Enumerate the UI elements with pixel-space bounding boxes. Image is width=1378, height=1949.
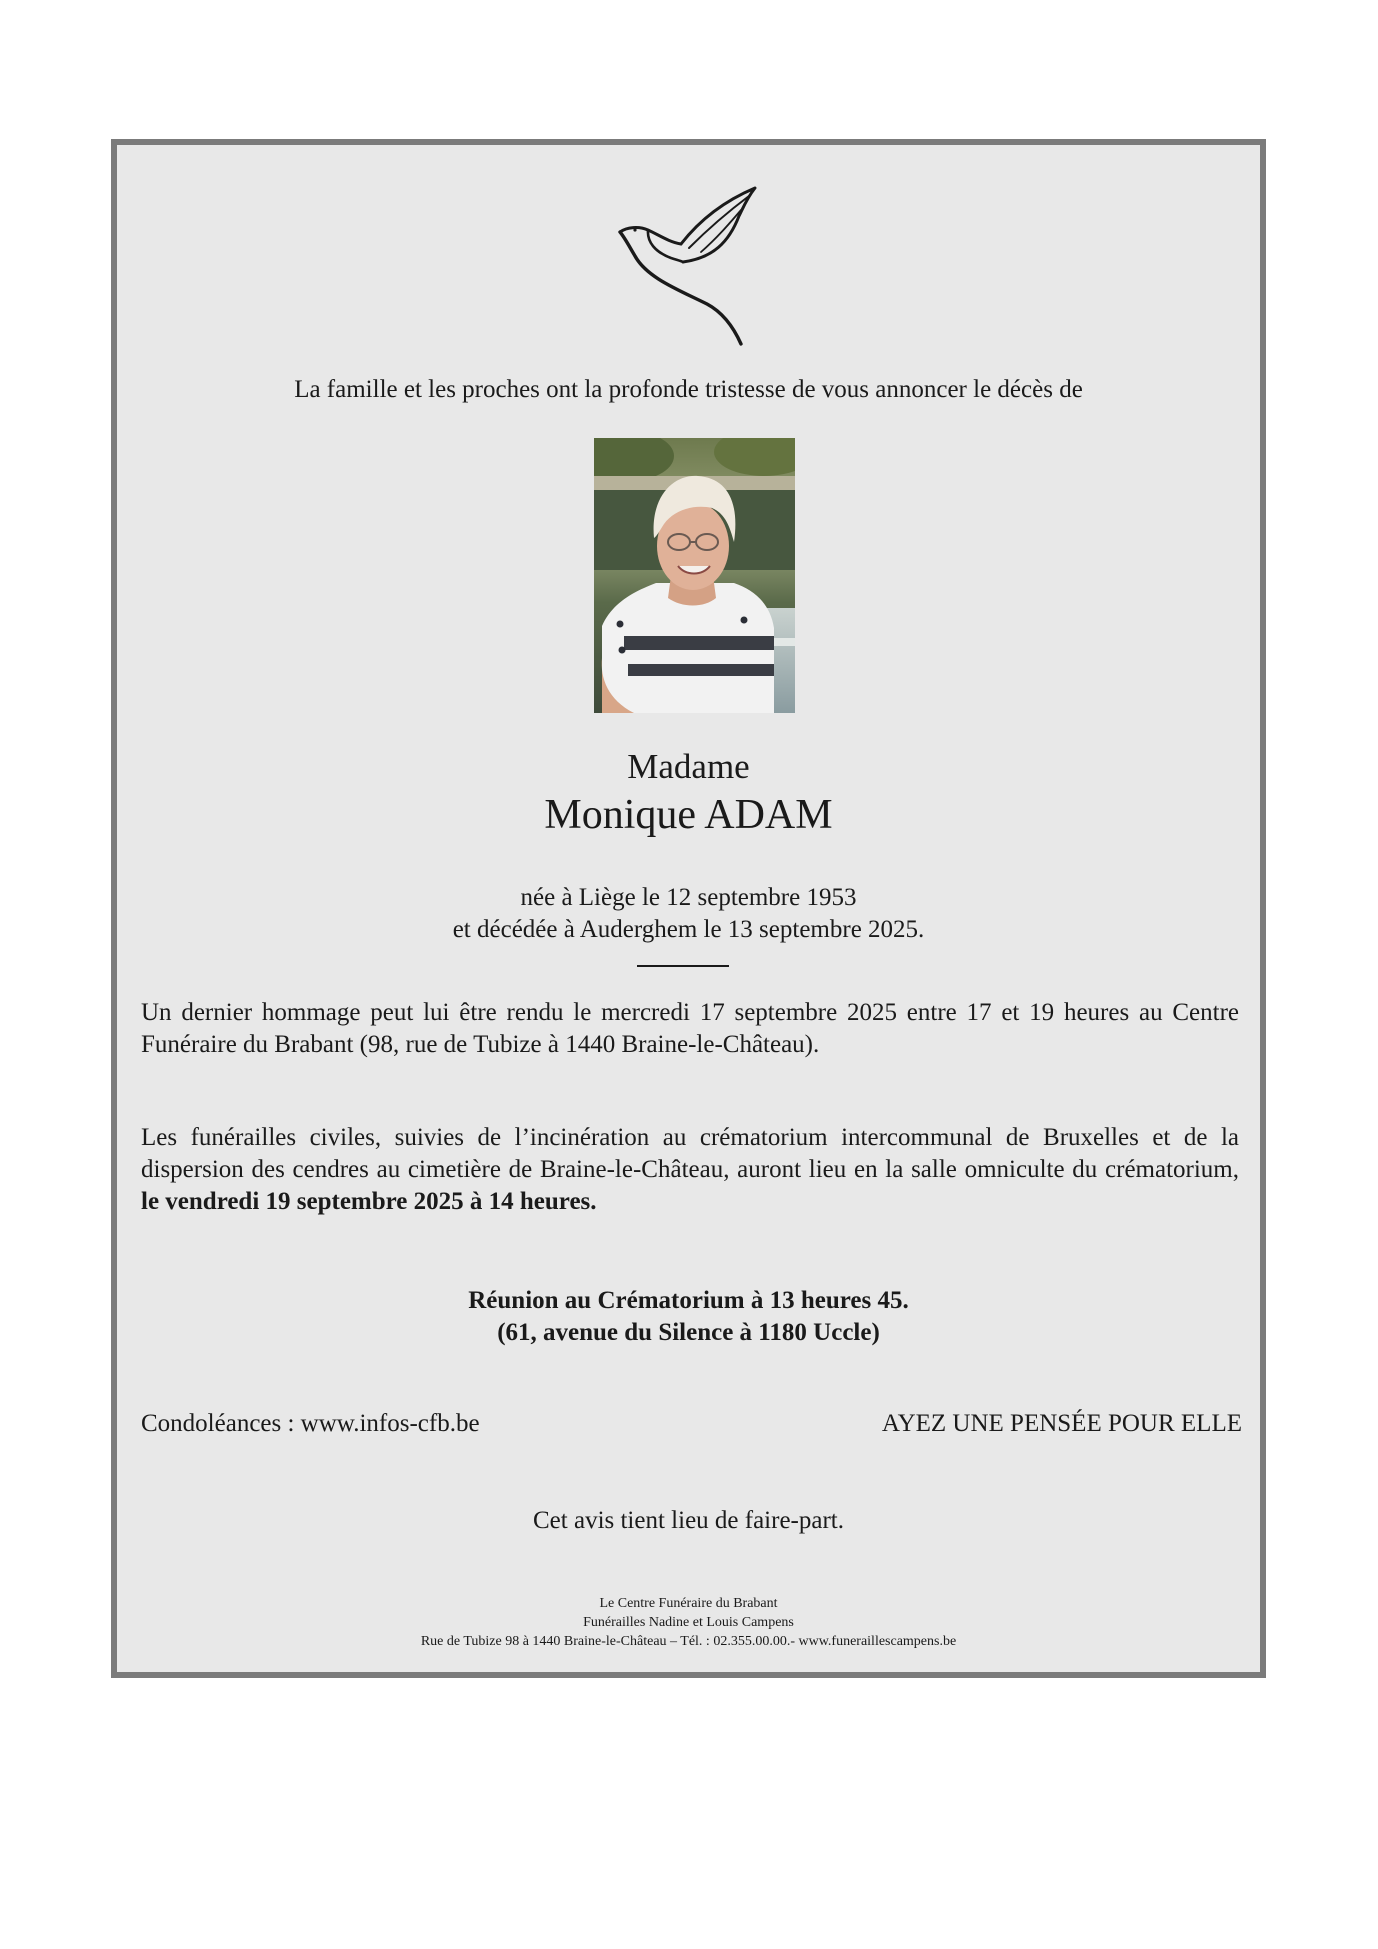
reunion-address: (61, avenue du Silence à 1180 Uccle) (497, 1319, 880, 1346)
funeral-home-footer (117, 1594, 1260, 1651)
hommage-paragraph: Un dernier hommage peut lui être rendu le mercredi 17 septembre 2025 entre 17 et 19 heures au Centre Funéraire du Brabant (98, rue de Tubize à 1440 Braine-le-Château). (141, 999, 1239, 1058)
footer-subname: Funérailles Nadine et Louis Campens (583, 1615, 794, 1630)
divider (637, 965, 729, 967)
reunion-time: Réunion au Crématorium à 13 heures 45. (468, 1287, 909, 1314)
pensee-line: AYEZ UNE PENSÉE POUR ELLE (881, 1410, 1242, 1437)
funerailles-date: le vendredi 19 septembre 2025 à 14 heures. (141, 1188, 597, 1215)
faire-part-note: Cet avis tient lieu de faire-part. (533, 1507, 844, 1534)
death-line: et décédée à Auderghem le 13 septembre 2025. (452, 916, 925, 943)
announcement-intro: La famille et les proches ont la profonde tristesse de vous annoncer le décès de (294, 376, 1083, 403)
funerailles-text: Les funérailles civiles, suivies de l’incinération au crématorium intercommunal de Bruxelles et de la dispersion des cendres au cimetière de Braine-le-Château, auront lieu en la salle omniculte du crématorium, (141, 1124, 1239, 1183)
reunion-block (117, 1285, 1260, 1349)
obituary-notice (111, 139, 1266, 1678)
portrait-photo (594, 438, 795, 713)
dove-icon (617, 186, 767, 346)
footer-name: Le Centre Funéraire du Brabant (599, 1596, 778, 1611)
birth-line: née à Liège le 12 septembre 1953 (520, 884, 857, 911)
deceased-name: Monique ADAM (544, 792, 833, 838)
life-dates (117, 882, 1260, 946)
honorific-title: Madame (627, 747, 750, 786)
funerailles-paragraph (141, 1122, 1239, 1218)
condoleances-line: Condoléances : www.infos-cfb.be (141, 1410, 480, 1437)
footer-address: Rue de Tubize 98 à 1440 Braine-le-Château – Tél. : 02.355.00.00.- www.funeraillescampens.be (420, 1634, 957, 1649)
